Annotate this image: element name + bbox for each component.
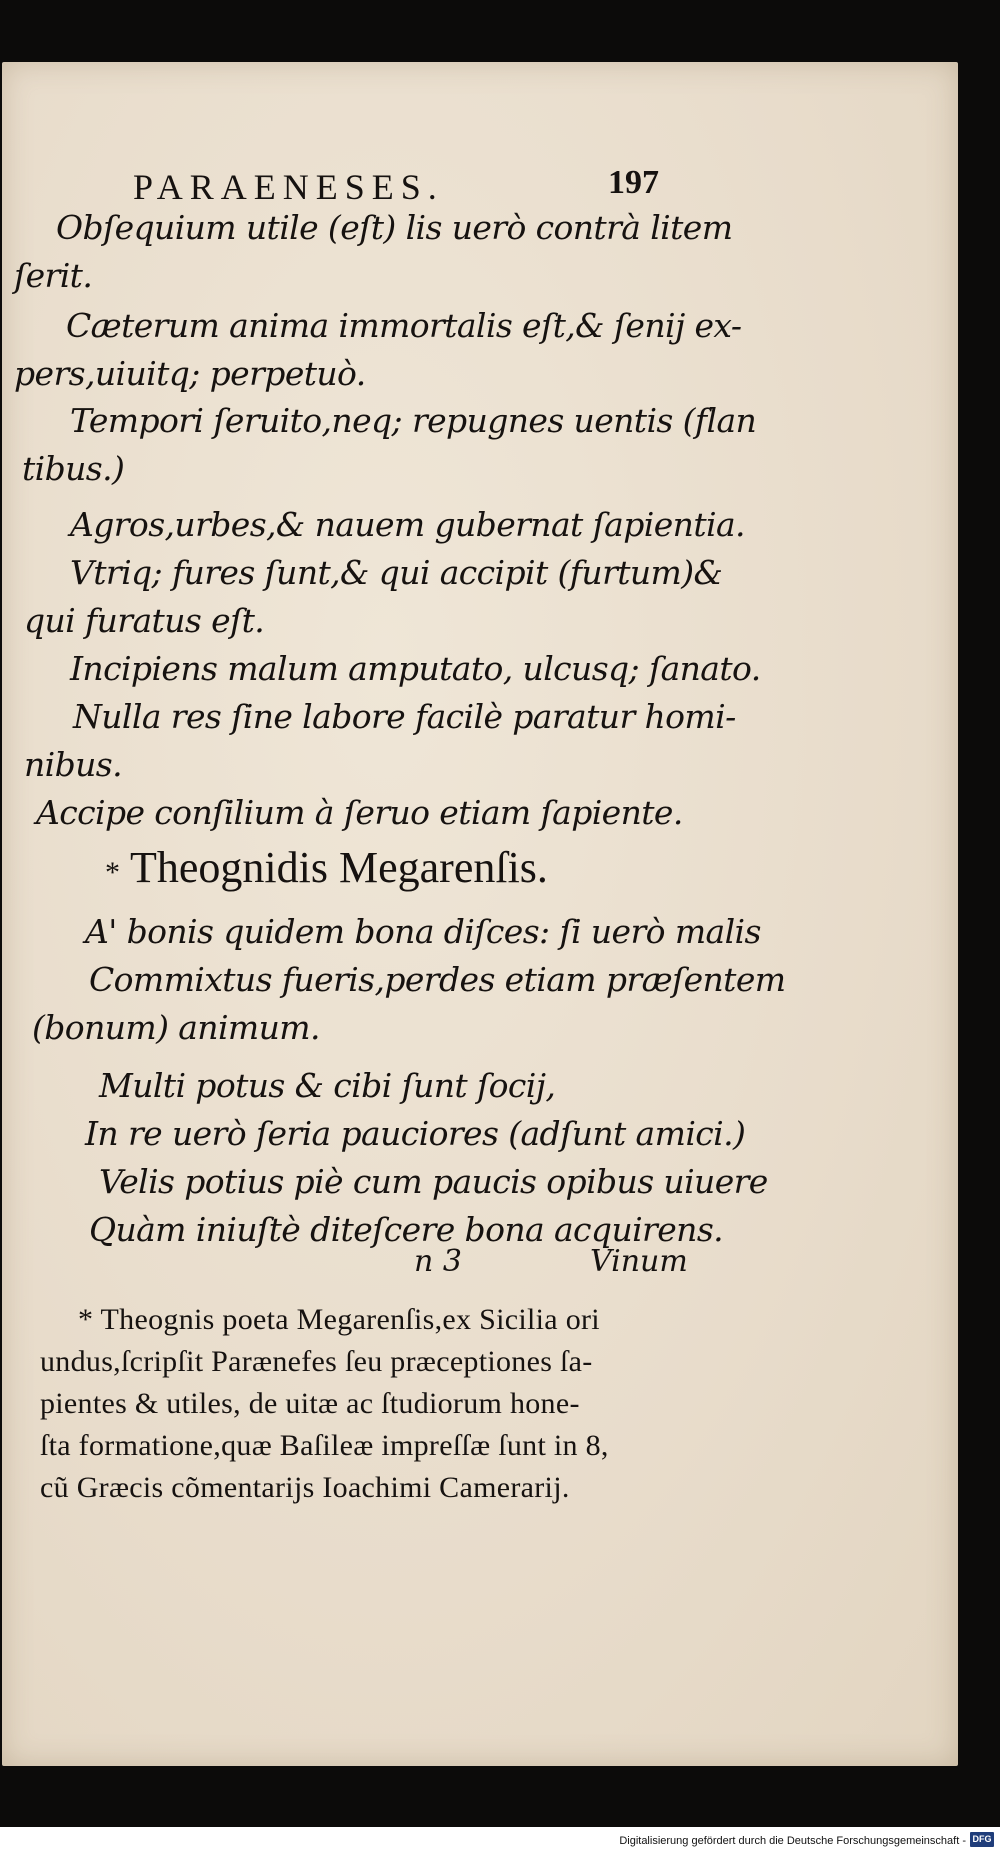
catchword: Vinum — [590, 1244, 688, 1279]
text-line: ſerit. — [14, 256, 93, 295]
verse-line: Velis potius piè cum paucis opibus uiuere — [99, 1162, 768, 1201]
dfg-logo-icon: DFG — [970, 1832, 994, 1847]
running-title: PARAENESES. — [133, 167, 444, 207]
text-line: nibus. — [24, 745, 123, 784]
text-line: qui furatus eſt. — [24, 601, 265, 640]
footnote-line: cũ Græcis cõmentarijs Ioachimi Camerarij. — [40, 1471, 570, 1504]
text-line: Obſequium utile (eſt) lis uerò contrà litem — [56, 208, 733, 247]
footnote-line: ſta formatione,quæ Baſileæ impreſſæ ſunt in 8, — [40, 1429, 609, 1462]
text-line: Cæterum anima immortalis eſt,& ſenij ex- — [66, 306, 742, 345]
verse-line: Commixtus fueris,perdes etiam præſentem — [89, 960, 786, 999]
text-line: Agros,urbes,& nauem gubernat ſapientia. — [70, 505, 745, 544]
verse-line: Multi potus & cibi ſunt ſocij, — [99, 1066, 556, 1105]
asterisk-mark: * — [105, 856, 120, 889]
page-number: 197 — [608, 164, 659, 201]
signature-mark: n 3 — [414, 1244, 462, 1279]
text-line: pers,uiuitq; perpetuò. — [14, 354, 366, 393]
text-line: Nulla res ſine labore facilè paratur homi- — [73, 697, 736, 736]
verse-line: (bonum) animum. — [32, 1008, 320, 1047]
footnote-line: * Theognis poeta Megarenſis,ex Sicilia ori — [78, 1303, 600, 1336]
text-line: tibus.) — [22, 449, 125, 488]
verse-line: A' bonis quidem bona diſces: ſi uerò malis — [85, 912, 761, 951]
verse-line: In re uerò ſeria pauciores (adſunt amici.) — [85, 1114, 746, 1153]
heading-text: Theognidis Megarenſis. — [130, 843, 548, 892]
text-line: Tempori ſeruito,neq; repugnes uentis (flan — [70, 401, 757, 440]
footer-bar — [0, 1827, 1000, 1851]
footnote-line: undus,ſcripſit Parænefes ſeu præceptiones ſa- — [40, 1345, 593, 1378]
funding-credit: Digitalisierung gefördert durch die Deutsche Forschungsgemeinschaft - — [619, 1835, 966, 1847]
text-line: Incipiens malum amputato, ulcusq; ſanato. — [70, 649, 761, 688]
text-line: Vtriq; fures ſunt,& qui accipit (furtum)& — [70, 553, 723, 592]
text-line: Accipe conſilium à ſeruo etiam ſapiente. — [36, 793, 683, 832]
footnote-line: pientes & utiles, de uitæ ac ſtudiorum hone- — [40, 1387, 580, 1420]
section-heading — [105, 842, 548, 893]
verse-line: Quàm iniuſtè diteſcere bona acquirens. — [89, 1210, 724, 1249]
